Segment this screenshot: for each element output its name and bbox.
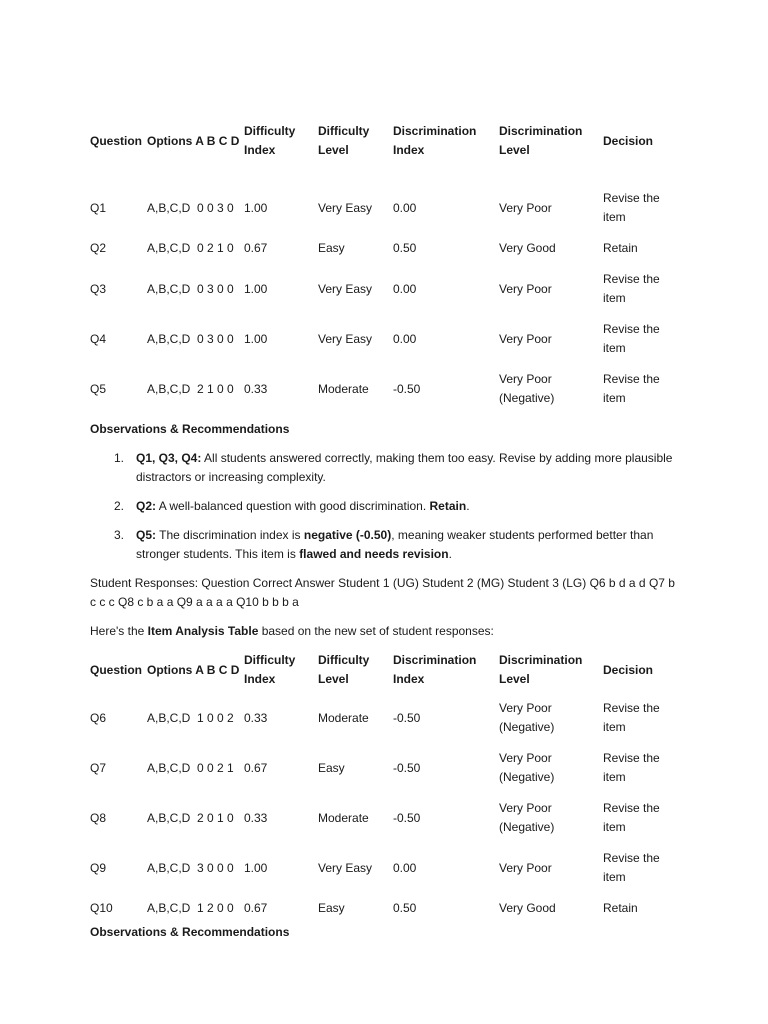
cell-discrimination-index: -0.50	[393, 760, 421, 775]
cell-question: Q3	[90, 281, 107, 296]
cell-decision: Revise the item	[603, 751, 660, 784]
list-item: 2. Q2: A well-balanced question with good discrimination. Retain.	[114, 499, 470, 513]
header-options: Options A B C D	[147, 662, 240, 677]
observations-heading: Observations & Recommendations	[90, 422, 290, 436]
table-row	[90, 693, 680, 743]
cell-difficulty-level: Very Easy	[318, 281, 373, 296]
cell-difficulty-index: 0.67	[244, 760, 268, 775]
cell-question: Q8	[90, 810, 107, 825]
cell-difficulty-level: Easy	[318, 241, 345, 255]
cell-discrimination-index: 0.00	[393, 860, 417, 875]
cell-discrimination-index: 0.00	[393, 281, 417, 296]
cell-question: Q7	[90, 760, 107, 775]
cell-decision: Revise the item	[603, 322, 660, 355]
cell-discrimination-index: 0.00	[393, 331, 417, 346]
table-header-row	[90, 647, 680, 693]
cell-difficulty-level: Very Easy	[318, 331, 373, 346]
table-header-row	[90, 118, 680, 164]
cell-discrimination-index: 0.50	[393, 900, 417, 915]
item-analysis-table-1	[90, 118, 680, 414]
cell-discrimination-level: Very Good	[499, 900, 556, 915]
table-row	[90, 264, 680, 314]
cell-decision: Revise the item	[603, 851, 660, 884]
header-options: Options A B C D	[147, 133, 240, 148]
header-decision: Decision	[603, 133, 654, 148]
cell-options: A,B,C,D 1 0 0 2	[147, 710, 234, 725]
cell-discrimination-level: Very Poor (Negative)	[499, 751, 555, 784]
cell-difficulty-level: Moderate	[318, 810, 369, 825]
cell-discrimination-index: 0.00	[393, 200, 417, 215]
cell-difficulty-index: 0.33	[244, 810, 268, 825]
cell-discrimination-level: Very Poor	[499, 281, 552, 296]
table-row	[90, 843, 680, 893]
cell-decision: Revise the item	[603, 801, 660, 834]
list-item: 3. Q5: The discrimination index is negative (-0.50), meaning weaker students performed better than stronger students. This item is flawed and needs revision.	[114, 528, 654, 561]
cell-question: Q9	[90, 860, 107, 875]
cell-decision: Revise the item	[603, 701, 660, 734]
cell-difficulty-index: 0.67	[244, 900, 268, 915]
item-analysis-table-2	[90, 647, 680, 923]
cell-options: A,B,C,D 2 0 1 0	[147, 810, 234, 825]
list-item: 1. Q1, Q3, Q4: All students answered correctly, making them too easy. Revise by adding more plausible distractors or increasing complexity.	[114, 451, 673, 484]
cell-discrimination-level: Very Poor (Negative)	[499, 372, 555, 405]
cell-discrimination-index: -0.50	[393, 710, 421, 725]
cell-options: A,B,C,D 2 1 0 0	[147, 381, 234, 396]
header-decision: Decision	[603, 662, 654, 677]
header-difficulty-level: Difficulty Level	[318, 124, 370, 157]
header-question: Question	[90, 133, 143, 148]
cell-discrimination-level: Very Poor (Negative)	[499, 801, 555, 834]
cell-discrimination-level: Very Poor (Negative)	[499, 701, 555, 734]
cell-difficulty-index: 0.33	[244, 710, 268, 725]
cell-difficulty-level: Easy	[318, 900, 345, 915]
cell-options: A,B,C,D 0 2 1 0	[147, 241, 234, 255]
cell-discrimination-level: Very Poor	[499, 331, 552, 346]
cell-difficulty-index: 1.00	[244, 200, 268, 215]
header-discrimination-index: Discrimination Index	[393, 653, 477, 686]
header-question: Question	[90, 662, 143, 677]
cell-discrimination-level: Very Poor	[499, 860, 552, 875]
cell-question: Q5	[90, 381, 107, 396]
observations-heading-2: Observations & Recommendations	[90, 925, 290, 939]
cell-discrimination-level: Very Good	[499, 241, 556, 255]
table-row	[90, 364, 680, 414]
cell-question: Q6	[90, 710, 107, 725]
cell-difficulty-level: Very Easy	[318, 200, 373, 215]
cell-question: Q1	[90, 200, 107, 215]
cell-options: A,B,C,D 1 2 0 0	[147, 900, 234, 915]
cell-difficulty-index: 0.33	[244, 381, 268, 396]
header-discrimination-level: Discrimination Level	[499, 653, 583, 686]
cell-options: A,B,C,D 0 3 0 0	[147, 331, 234, 346]
cell-difficulty-level: Very Easy	[318, 860, 373, 875]
table-row	[90, 233, 680, 264]
table-row	[90, 314, 680, 364]
cell-discrimination-index: -0.50	[393, 381, 421, 396]
cell-discrimination-level: Very Poor	[499, 200, 552, 215]
cell-difficulty-index: 1.00	[244, 331, 268, 346]
student-responses-text: Student Responses: Question Correct Answer Student 1 (UG) Student 2 (MG) Student 3 (LG) Q6 b d a d Q7 b c c c Q8 c b a a Q9 a a a a Q10 b b b a	[90, 576, 675, 609]
table-row	[90, 183, 680, 233]
cell-difficulty-level: Easy	[318, 760, 345, 775]
cell-difficulty-index: 0.67	[244, 241, 268, 255]
document-page	[90, 118, 680, 942]
cell-question: Q4	[90, 331, 107, 346]
cell-discrimination-index: -0.50	[393, 810, 421, 825]
cell-difficulty-level: Moderate	[318, 710, 369, 725]
cell-decision: Revise the item	[603, 272, 660, 305]
header-discrimination-level: Discrimination Level	[499, 124, 583, 157]
observations-list	[90, 449, 680, 564]
header-difficulty-level: Difficulty Level	[318, 653, 370, 686]
cell-question: Q2	[90, 241, 107, 255]
cell-decision: Revise the item	[603, 372, 660, 405]
cell-options: A,B,C,D 0 3 0 0	[147, 281, 234, 296]
cell-difficulty-level: Moderate	[318, 381, 369, 396]
cell-decision: Revise the item	[603, 191, 660, 224]
header-difficulty-index: Difficulty Index	[244, 124, 296, 157]
header-discrimination-index: Discrimination Index	[393, 124, 477, 157]
cell-difficulty-index: 1.00	[244, 281, 268, 296]
header-difficulty-index: Difficulty Index	[244, 653, 296, 686]
cell-options: A,B,C,D 0 0 3 0	[147, 200, 234, 215]
cell-options: A,B,C,D 3 0 0 0	[147, 860, 234, 875]
cell-discrimination-index: 0.50	[393, 241, 417, 255]
table-row	[90, 743, 680, 793]
cell-question: Q10	[90, 900, 113, 915]
cell-options: A,B,C,D 0 0 2 1	[147, 760, 234, 775]
table-row	[90, 793, 680, 843]
cell-difficulty-index: 1.00	[244, 860, 268, 875]
cell-decision: Retain	[603, 241, 638, 255]
cell-decision: Retain	[603, 900, 638, 915]
table-row	[90, 893, 680, 923]
intro-text: Here's the Item Analysis Table based on the new set of student responses:	[90, 624, 494, 638]
